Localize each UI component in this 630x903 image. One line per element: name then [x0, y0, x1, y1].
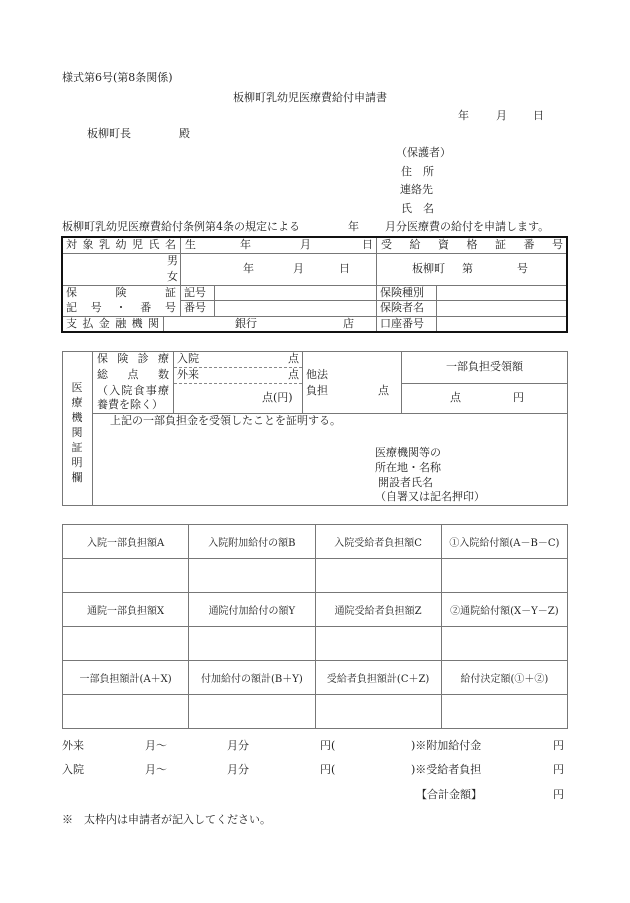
certification-side-label: 医療機関証明欄: [71, 381, 83, 484]
summary-inpatient-from: 月～: [145, 763, 167, 776]
summary-outpatient-item: )※附加給付金: [411, 739, 482, 752]
points-label-line3: （入院食事療: [97, 384, 169, 397]
guardian-contact-label: 連絡先: [400, 183, 433, 196]
symbol-label: 記号: [184, 286, 206, 299]
date-day-label: 日: [533, 109, 544, 122]
inpatient-unit: 点: [288, 352, 299, 365]
institution-label-line1: 医療機関等の: [375, 446, 441, 459]
cert-dai-label: 第: [462, 262, 473, 275]
branch-suffix: 店: [343, 317, 354, 330]
inpatient-label: 入院: [177, 352, 199, 365]
col-divider: [302, 352, 303, 413]
calc-value-cell[interactable]: [442, 559, 568, 593]
row-divider: [402, 383, 567, 384]
dashed-divider: [174, 383, 302, 384]
dob-year-label: 年: [243, 262, 254, 275]
number-label: 番号: [184, 301, 206, 314]
calc-value-cell[interactable]: [189, 559, 315, 593]
sex-male-option[interactable]: 男: [167, 254, 178, 267]
calc-value-cell[interactable]: [316, 695, 442, 729]
calc-value-cell[interactable]: [63, 559, 189, 593]
calc-header-cell: ①入院給付額(A－B－C): [442, 525, 568, 559]
addressee-honorific: 殿: [179, 127, 190, 140]
calc-value-cell[interactable]: [63, 695, 189, 729]
summary-inpatient-label: 入院: [62, 763, 84, 776]
outpatient-unit: 点: [288, 368, 299, 381]
dob-day-label: 日: [339, 262, 350, 275]
calculation-table: [62, 524, 568, 729]
cert-town-label: 板柳町: [412, 262, 445, 275]
cert-go-label: 号: [517, 262, 528, 275]
form-title: 板柳町乳幼児医療費給付申請書: [233, 91, 387, 104]
footnote: ※ 太枠内は申請者が記入してください。: [62, 813, 271, 826]
summary-inpatient-unit: 円: [553, 763, 564, 776]
calc-header-cell: 給付決定額(①＋②): [442, 661, 568, 695]
date-year-label: 年: [458, 109, 469, 122]
calc-header-cell: 受給者負担額計(C＋Z): [316, 661, 442, 695]
summary-total-label: 【合計金額】: [416, 788, 482, 801]
calc-value-cell[interactable]: [189, 627, 315, 661]
calc-header-cell: 一部負担額計(A＋X): [63, 661, 189, 695]
received-points-unit: 点: [450, 391, 461, 404]
insurer-name-label: 保険者名: [380, 301, 424, 314]
points-label-line1: 保険診療: [97, 352, 169, 365]
other-law-unit: 点: [378, 384, 389, 397]
summary-outpatient-from: 月～: [145, 739, 167, 752]
insurance-card-label: 保険証: [66, 286, 176, 299]
intro-year-label: 年: [348, 220, 359, 233]
birth-year-label: 年: [240, 238, 251, 251]
institution-label-line3: 開設者氏名: [378, 476, 433, 489]
summary-outpatient-label: 外来: [62, 739, 84, 752]
guardian-name-label: 氏 名: [401, 202, 434, 215]
summary-outpatient-yen: 円(: [320, 739, 336, 752]
calc-header-cell: 入院受給者負担額C: [316, 525, 442, 559]
calc-header-cell: 入院附加給付の額B: [189, 525, 315, 559]
insurance-symbol-field[interactable]: [215, 286, 375, 300]
calc-value-cell[interactable]: [316, 559, 442, 593]
col-divider: [163, 316, 164, 331]
calc-value-cell[interactable]: [63, 627, 189, 661]
birth-day-label: 日: [362, 238, 373, 251]
calc-value-cell[interactable]: [442, 695, 568, 729]
guardian-address-label: 住 所: [401, 165, 434, 178]
bank-label: 支払金融機関: [66, 317, 159, 330]
col-divider: [92, 352, 93, 505]
account-number-field[interactable]: [437, 317, 565, 331]
received-yen-unit: 円: [513, 391, 524, 404]
insurance-symbol-number-label: 記号・番号: [66, 301, 176, 314]
calc-header-cell: ②通院給付額(X－Y－Z): [442, 593, 568, 627]
bank-suffix: 銀行: [235, 317, 257, 330]
dob-month-label: 月: [293, 262, 304, 275]
summary-outpatient-to: 月分: [227, 739, 249, 752]
col-divider: [376, 238, 377, 331]
received-amount-label: 一部負担受領額: [446, 360, 523, 373]
summary-outpatient-unit: 円: [553, 739, 564, 752]
insurance-type-label: 保険種別: [380, 286, 424, 299]
calc-header-cell: 通院一部負担額X: [63, 593, 189, 627]
summary-inpatient-to: 月分: [227, 763, 249, 776]
calc-header-cell: 通院受給者負担額Z: [316, 593, 442, 627]
other-law-label: 他法: [306, 368, 328, 381]
date-month-label: 月: [496, 109, 507, 122]
intro-text-end: 月分医療費の給付を申請します。: [385, 220, 550, 233]
calc-value-cell[interactable]: [316, 627, 442, 661]
calc-header-cell: 入院一部負担額A: [63, 525, 189, 559]
institution-label-line4: （自署又は記名押印）: [375, 490, 485, 503]
institution-label-line2: 所在地・名称: [375, 461, 441, 474]
cert-number-label: 受給資格証番号: [381, 238, 563, 251]
certify-statement: 上記の一部負担金を受領したことを証明する。: [110, 414, 341, 427]
outpatient-label: 外来: [177, 368, 199, 381]
calc-value-cell[interactable]: [442, 627, 568, 661]
points-label-line2: 総点数: [97, 368, 169, 381]
calc-header-cell: 通院付加給付の額Y: [189, 593, 315, 627]
calc-value-cell[interactable]: [189, 695, 315, 729]
col-divider: [180, 238, 181, 316]
child-name-label: 対象乳幼児氏名: [66, 238, 176, 251]
insurance-type-field[interactable]: [437, 286, 565, 300]
account-number-label: 口座番号: [380, 317, 424, 330]
birth-month-label: 月: [300, 238, 311, 251]
sex-female-option[interactable]: 女: [167, 270, 178, 283]
intro-text: 板柳町乳幼児医療費給付条例第4条の規定による: [62, 220, 300, 233]
calc-header-cell: 付加給付の額計(B＋Y): [189, 661, 315, 695]
guardian-heading: （保護者）: [396, 146, 451, 159]
child-name-field[interactable]: [64, 254, 164, 284]
summary-total-unit: 円: [553, 788, 564, 801]
summary-inpatient-item: )※受給者負担: [411, 763, 482, 776]
birth-label: 生: [185, 238, 196, 251]
other-law-burden-label: 負担: [306, 384, 328, 397]
insurance-number-field[interactable]: [215, 301, 375, 315]
points-label-line4: 養費を除く）: [97, 398, 163, 411]
insurer-name-field[interactable]: [437, 301, 565, 315]
summary-inpatient-yen: 円(: [320, 763, 336, 776]
addressee-name: 板柳町長: [87, 127, 131, 140]
form-number: 様式第6号(第8条関係): [62, 71, 173, 84]
total-points-unit: 点(円): [262, 391, 293, 404]
